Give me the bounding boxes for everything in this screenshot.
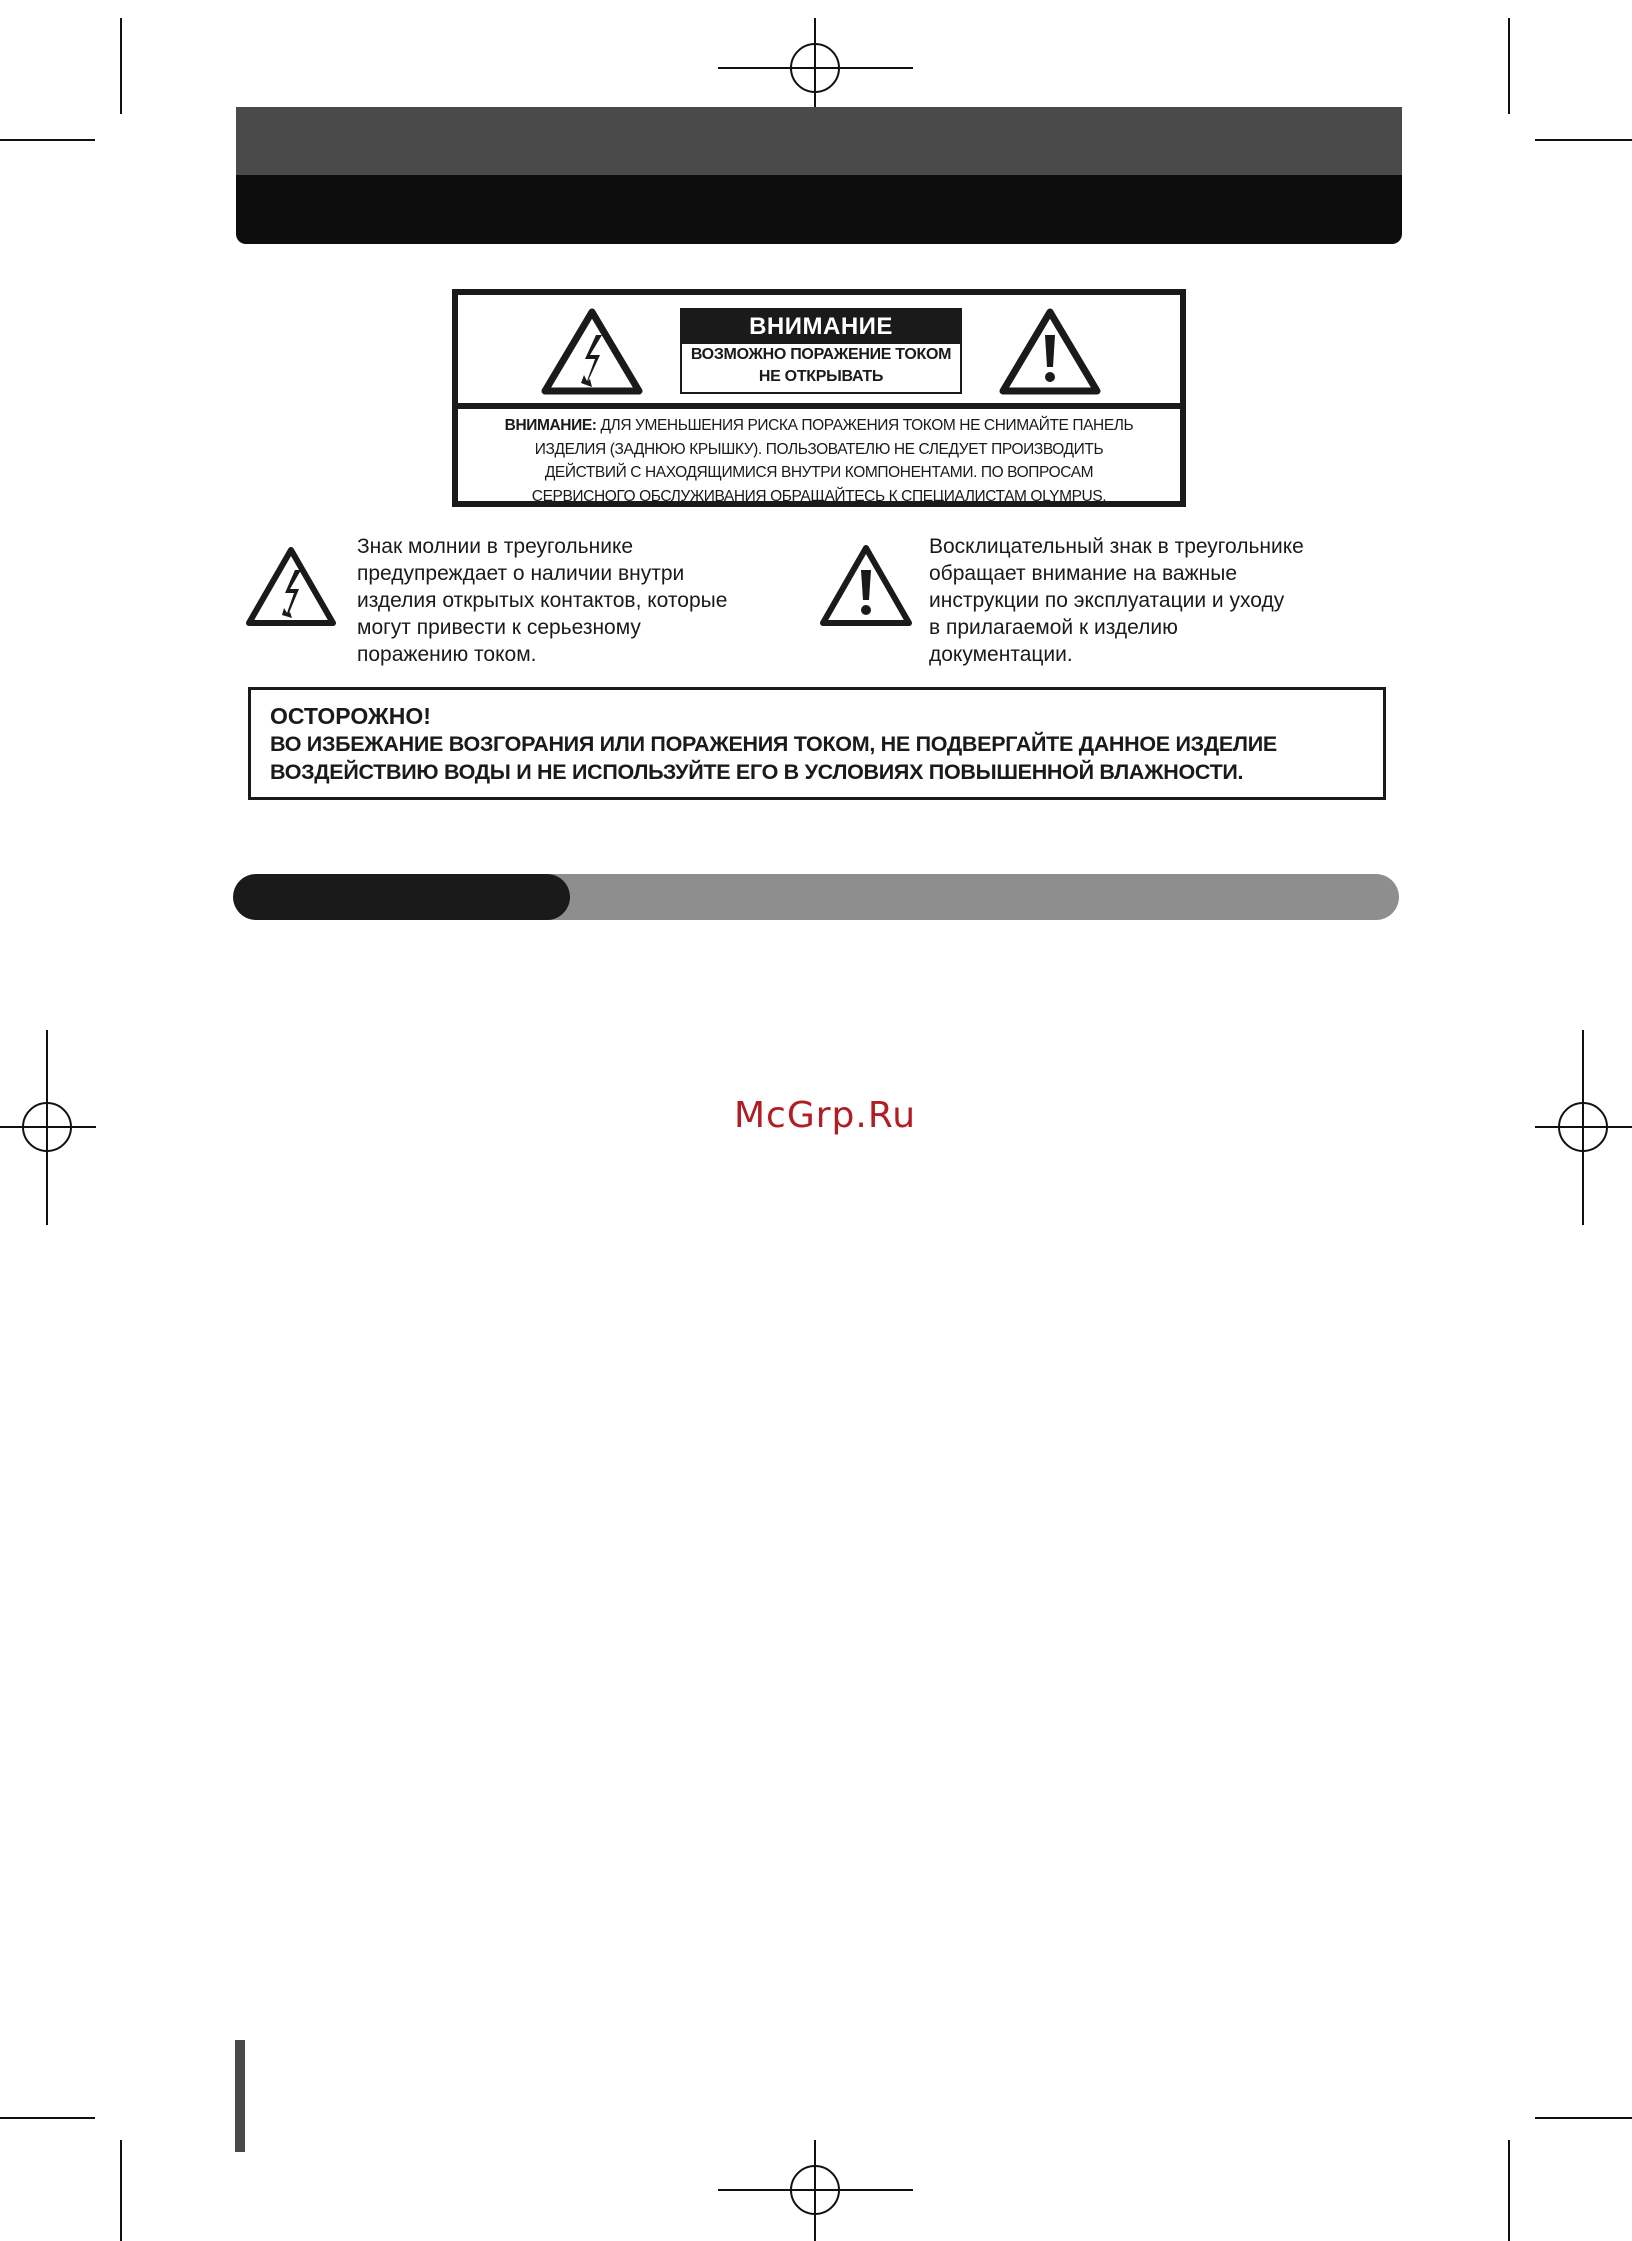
registration-mark-left	[0, 1030, 96, 1225]
notice-line-4: СЕРВИСНОГО ОБСЛУЖИВАНИЯ ОБРАЩАЙТЕСЬ К СПЕЦИАЛИСТАМ OLYMPUS.	[531, 487, 1107, 505]
caution-box	[248, 687, 1386, 800]
notice-line-1: ДЛЯ УМЕНЬШЕНИЯ РИСКА ПОРАЖЕНИЯ ТОКОМ НЕ СНИМАЙТЕ ПАНЕЛЬ	[596, 417, 1134, 434]
caution-line-2: ВОЗДЕЙСТВИЮ ВОДЫ И НЕ ИСПОЛЬЗУЙТЕ ЕГО В УСЛОВИЯХ ПОВЫШЕННОЙ ВЛАЖНОСТИ.	[270, 760, 1244, 784]
lightning-text-line: предупреждает о наличии внутри	[357, 562, 685, 585]
caution-title: ОСТОРОЖНО!	[270, 703, 431, 729]
lightning-text-line: изделия открытых контактов, которые	[357, 589, 728, 612]
section-bar-tab	[233, 874, 570, 920]
registration-mark-right	[1535, 1030, 1632, 1225]
watermark: McGrp.Ru	[733, 1095, 917, 1136]
warning-label-notice	[466, 413, 1172, 505]
lightning-triangle-icon	[540, 307, 644, 395]
section-bar	[233, 874, 1399, 920]
registration-mark-top	[718, 18, 913, 118]
lightning-text-line: поражению током.	[357, 643, 537, 666]
warning-label-line1: ВОЗМОЖНО ПОРАЖЕНИЕ ТОКОМ	[690, 346, 952, 363]
caution-line-1: ВО ИЗБЕЖАНИЕ ВОЗГОРАНИЯ ИЛИ ПОРАЖЕНИЯ ТОКОМ, НЕ ПОДВЕРГАЙТЕ ДАННОЕ ИЗДЕЛИЕ	[270, 732, 1277, 756]
notice-line-3: ДЕЙСТВИЙ С НАХОДЯЩИМИСЯ ВНУТРИ КОМПОНЕНТАМИ. ПО ВОПРОСАМ	[544, 464, 1094, 481]
header-band-top	[236, 107, 1402, 175]
header-band-bottom	[236, 175, 1402, 244]
page-edge-tab	[235, 2040, 245, 2152]
exclamation-symbol-text	[929, 533, 1304, 668]
lightning-text-line: могут привести к серьезному	[357, 616, 641, 639]
registration-mark-bottom	[718, 2140, 913, 2241]
lightning-triangle-icon	[244, 545, 338, 627]
exclamation-text-line: документации.	[929, 643, 1073, 666]
notice-lead: ВНИМАНИЕ:	[504, 417, 597, 434]
exclamation-triangle-icon	[998, 307, 1102, 395]
notice-line-2: ИЗДЕЛИЯ (ЗАДНЮЮ КРЫШКУ). ПОЛЬЗОВАТЕЛЮ НЕ СЛЕДУЕТ ПРОИЗВОДИТЬ	[534, 440, 1104, 458]
header-band	[236, 107, 1402, 244]
warning-label-header	[458, 295, 1180, 409]
warning-label-line2: НЕ ОТКРЫВАТЬ	[758, 368, 884, 385]
lightning-text-line: Знак молнии в треугольнике	[357, 535, 634, 558]
exclamation-triangle-icon	[818, 543, 914, 627]
exclamation-text-line: Восклицательный знак в треугольнике	[929, 535, 1304, 558]
warning-label-title: ВНИМАНИЕ	[682, 310, 960, 344]
lightning-symbol-text	[357, 533, 727, 668]
exclamation-text-line: инструкции по эксплуатации и уходу	[929, 589, 1285, 612]
exclamation-text-line: в прилагаемой к изделию	[929, 616, 1178, 639]
exclamation-text-line: обращает внимание на важные	[929, 562, 1238, 585]
warning-label-center	[680, 308, 962, 394]
warning-label	[452, 289, 1186, 507]
